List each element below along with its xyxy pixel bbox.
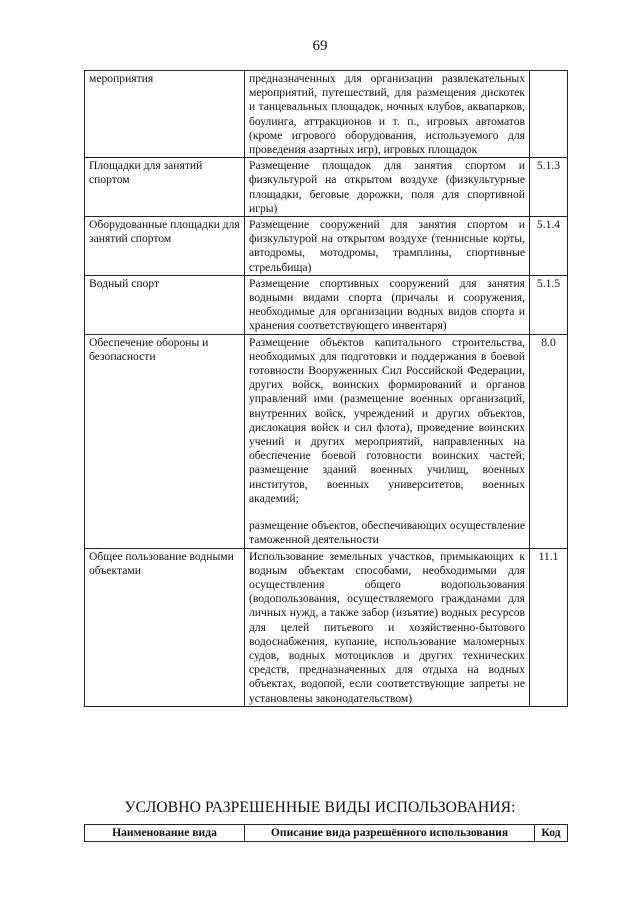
paragraph-gap <box>249 506 525 519</box>
table-row <box>85 71 568 158</box>
column-header-code: Код <box>535 825 568 842</box>
use-code-cell <box>530 71 568 158</box>
land-use-table <box>84 70 568 707</box>
column-header-name: Наименование вида <box>85 825 245 842</box>
table-header-row <box>85 825 568 842</box>
use-description-cell: предназначенных для организации развлекательных мероприятий, путешествий, для размещения дискотек и танцевальных площадок, ночных клубов, аквапарков, боулинга, аттракционов и т. п., игровых автоматов (кроме игрового оборудования, используемого для проведения азартных игр), игровых площадок <box>245 71 530 158</box>
use-code-cell: 8.0 <box>530 334 568 548</box>
use-description-cell: Размещение сооружений для занятия спортом и физкультурой на открытом воздухе (теннисные корты, автодромы, мотодромы, трамплины, спортивные стрельбища) <box>245 217 530 276</box>
table-row <box>85 158 568 217</box>
use-code-cell: 5.1.3 <box>530 158 568 217</box>
use-description-paragraph: Размещение объектов капитального строительства, необходимых для подготовки и поддержания в боевой готовности Вооруженных Сил Российской Федерации, других войск, воинских формирований и органов управлений ими (размещение военных организаций, внутренних войск, учреждений и других объектов, дислокация войск и сил флота), проведение воинских учений и других мероприятий, направленных на обеспечение боевой готовности воинских частей; размещение зданий военных училищ, военных институтов, военных университетов, военных академий; <box>249 335 525 505</box>
use-code-cell: 5.1.5 <box>530 275 568 334</box>
table-row <box>85 334 568 548</box>
use-name-cell: Водный спорт <box>85 275 245 334</box>
table-row <box>85 275 568 334</box>
section-heading: УСЛОВНО РАЗРЕШЕННЫЕ ВИДЫ ИСПОЛЬЗОВАНИЯ: <box>124 799 516 816</box>
use-description-cell: Размещение площадок для занятия спортом и физкультурой на открытом воздухе (физкультурные площадки, беговые дорожки, поля для спортивной игры) <box>245 158 530 217</box>
conditional-use-table-header <box>84 824 568 842</box>
page-number: 69 <box>312 38 328 54</box>
use-code-cell: 11.1 <box>530 548 568 706</box>
column-header-description: Описание вида разрешённого использования <box>245 825 535 842</box>
use-code-cell: 5.1.4 <box>530 217 568 276</box>
use-description-cell: Использование земельных участков, примыкающих к водным объектам способами, необходимыми для осуществления общего водопользования (водопользования, осуществляемого гражданами для личных нужд, а также забор (изъятие) водных ресурсов для целей питьевого и хозяйственно-бытового водоснабжения, купание, использование маломерных судов, водных мотоциклов и других технических средств, предназначенных для отдыха на водных объектах, водопой, если соответствующие запреты не установлены законодательством) <box>245 548 530 706</box>
use-name-cell: Оборудованные площадки для занятий спортом <box>85 217 245 276</box>
table-row <box>85 548 568 706</box>
table-row <box>85 217 568 276</box>
use-description-cell: Размещение спортивных сооружений для занятия водными видами спорта (причалы и сооружения, необходимые для организации водных видов спорта и хранения соответствующего инвентаря) <box>245 275 530 334</box>
use-name-cell: Обеспечение обороны и безопасности <box>85 334 245 548</box>
use-description-paragraph: размещение объектов, обеспечивающих осуществление таможенной деятельности <box>249 519 525 547</box>
use-description-cell <box>245 334 530 548</box>
use-name-cell: Общее пользование водными объектами <box>85 548 245 706</box>
use-name-cell: Площадки для занятий спортом <box>85 158 245 217</box>
use-name-cell: мероприятия <box>85 71 245 158</box>
